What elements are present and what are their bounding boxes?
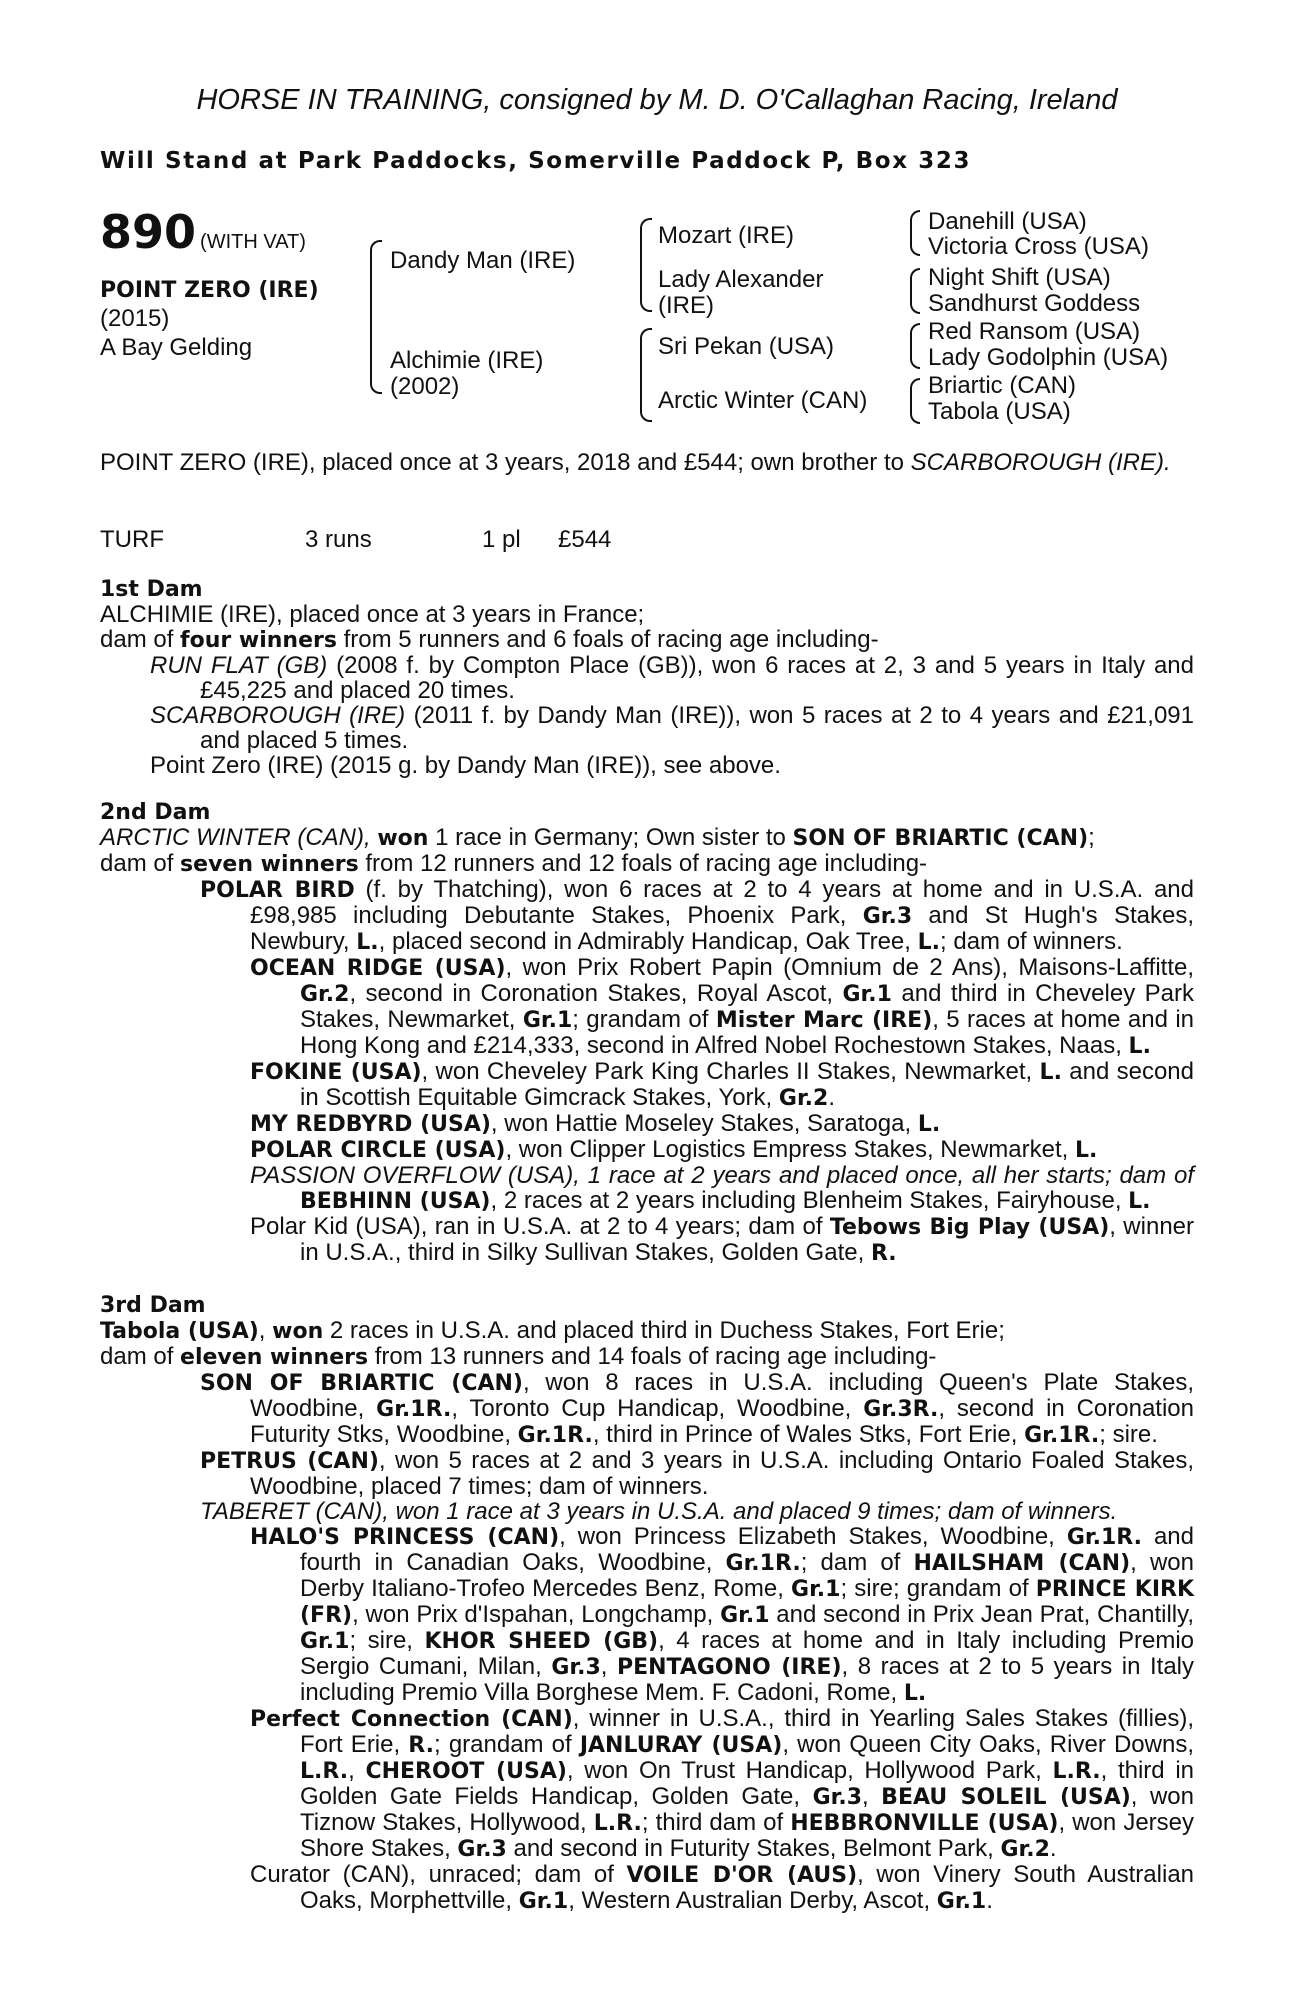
t: . (1049, 1835, 1057, 1862)
catalogue-header: HORSE IN TRAINING, consigned by M. D. O'Callaghan Racing, Ireland (196, 84, 1118, 116)
t: ; grandam of (572, 1006, 716, 1033)
second-dam-section (100, 825, 1194, 1266)
t: , winner in U.S.A., third in Yearling Sales Stakes (fillies), Fort Erie, (300, 1705, 1195, 1758)
t: , winner in U.S.A., third in Silky Sullivan Stakes, Golden Gate, (300, 1213, 1195, 1266)
t: R. (870, 1241, 897, 1266)
t: , second in Coronation Futurity Stks, Woodbine, (250, 1395, 1195, 1448)
t: , (862, 1783, 882, 1810)
offspring-petrus (100, 1448, 1194, 1499)
t: , 4 races at home and in Italy including Premio Sergio Cumani, Milan, (300, 1627, 1195, 1680)
dam-year: (2002) (390, 373, 460, 400)
offspring-polar-kid (100, 1214, 1194, 1266)
dam-name: ARCTIC WINTER (CAN), (100, 824, 378, 851)
third-dam-produce (100, 1344, 1194, 1370)
t: Gr.3 (457, 1837, 507, 1862)
offspring-son-of-briartic (100, 1370, 1194, 1448)
t: VOILE D'OR (AUS) (626, 1863, 858, 1888)
third-dam-heading: 3rd Dam (100, 1293, 206, 1318)
summary-brother: SCARBOROUGH (IRE). (910, 449, 1171, 476)
t: Gr.1R. (1066, 1525, 1142, 1550)
t: 2 races in U.S.A. and placed third in Duchess Stakes, Fort Erie; (323, 1317, 1005, 1344)
first-dam-section (100, 602, 1194, 778)
sibling-name: SON OF BRIARTIC (CAN) (792, 826, 1089, 851)
t: Tabola (USA) (100, 1319, 259, 1344)
vat-note: (WITH VAT) (200, 231, 306, 253)
foaling-year: (2015) (100, 305, 170, 332)
text: from 5 runners and 6 foals of racing age including- (336, 626, 879, 653)
offspring-name: RUN FLAT (GB) (150, 652, 328, 679)
offspring-record: (2011 f. by Dandy Man (IRE)), won 5 races at 2 to 4 years and £21,091 and placed 5 times. (200, 702, 1194, 754)
t: , won Jersey Shore Stakes, (300, 1809, 1194, 1862)
text: from 12 runners and 12 foals of racing age including- (358, 850, 928, 877)
t: L.R. (593, 1811, 642, 1836)
t: PASSION OVERFLOW (USA), 1 race at 2 years and placed once, all her starts; dam of (250, 1162, 1194, 1189)
pedigree-bracket-2 (640, 218, 652, 312)
t: Perfect Connection (CAN) (250, 1707, 573, 1732)
offspring-1 (100, 653, 1194, 703)
sire-dam-line1: Lady Alexander (658, 266, 824, 293)
text: ; (1088, 824, 1095, 851)
t: L. (1039, 1060, 1062, 1085)
t: BEAU SOLEIL (USA) (881, 1785, 1131, 1810)
t: Gr.3 (551, 1655, 601, 1680)
winners-count: eleven winners (180, 1345, 369, 1370)
t: PENTAGONO (IRE) (616, 1655, 842, 1680)
t: , won Queen City Oaks, River Downs, (782, 1731, 1194, 1758)
t: and second in Scottish Equitable Gimcrack Stakes, York, (300, 1058, 1194, 1111)
t: BEBHINN (USA) (300, 1189, 491, 1214)
pedigree-bracket-6 (910, 323, 920, 369)
t: ; sire, (349, 1627, 425, 1654)
t: , won On Trust Handicap, Hollywood Park, (566, 1757, 1053, 1784)
t: Gr.3R. (863, 1397, 939, 1422)
text: dam of (100, 850, 181, 877)
t: , won 5 races at 2 and 3 years in U.S.A. including Ontario Foaled Stakes, Woodbine, placed 7 times; dam of winners. (250, 1447, 1194, 1500)
race-record-surface: TURF (100, 526, 164, 553)
t: Gr.2 (300, 982, 350, 1007)
t: and second in Futurity Stakes, Belmont Park, (506, 1835, 1001, 1862)
t: L. (1128, 1034, 1151, 1059)
t: , 5 races at home and in Hong Kong and £214,333, second in Alfred Nobel Rochestown Stakes, Naas, (300, 1006, 1195, 1059)
t: FOKINE (USA) (250, 1060, 422, 1085)
t: Gr.1R. (725, 1551, 801, 1576)
t: CHEROOT (USA) (365, 1759, 567, 1784)
t: , (348, 1757, 366, 1784)
t: L. (903, 1681, 927, 1706)
second-dam-line (100, 825, 1194, 851)
t: , (600, 1653, 617, 1680)
t: Gr.2 (778, 1086, 829, 1111)
horse-summary (100, 450, 1244, 475)
t: , third in Golden Gate Fields Handicap, Golden Gate, (300, 1757, 1194, 1810)
offspring-perfect-connection (100, 1706, 1194, 1862)
t: L.R. (300, 1759, 349, 1784)
offspring-name: SCARBOROUGH (IRE) (150, 702, 406, 729)
t: , won Tiznow Stakes, Hollywood, (300, 1783, 1194, 1836)
offspring-taberet: TABERET (CAN), won 1 race at 3 years in U.S.A. and placed 9 times; dam of winners. (200, 1498, 1118, 1525)
first-dam-produce (100, 627, 1194, 653)
grandsire-1: Danehill (USA) (928, 208, 1087, 235)
granddam-6: Lady Godolphin (USA) (928, 344, 1169, 371)
t: Gr.3 (812, 1785, 862, 1810)
t: Gr.1 (522, 1008, 573, 1033)
t: , second in Coronation Stakes, Royal Ascot, (349, 980, 843, 1007)
t: HAILSHAM (CAN) (913, 1551, 1131, 1576)
race-record-earnings: £544 (558, 526, 612, 553)
t: dam of (100, 1343, 181, 1370)
t: Gr.1 (300, 1629, 350, 1654)
offspring-2 (100, 703, 1194, 753)
horse-description: A Bay Gelding (100, 334, 253, 361)
stand-location: Will Stand at Park Paddocks, Somerville Paddock P, Box 323 (100, 148, 972, 174)
grandsire-7: Briartic (CAN) (928, 372, 1076, 399)
pedigree-bracket-3 (640, 328, 652, 422)
lot-number: 890 (100, 205, 197, 259)
t: won (272, 1319, 324, 1344)
t: HALO'S PRINCESS (CAN) (250, 1525, 560, 1550)
t: ; grandam of (434, 1731, 580, 1758)
dam-name: Alchimie (IRE) (390, 347, 544, 374)
t: and third in Cheveley Park Stakes, Newmarket, (300, 980, 1194, 1033)
t: ; third dam of (641, 1809, 791, 1836)
t: ; sire. (1099, 1421, 1158, 1448)
granddam-4: Sandhurst Goddess (928, 290, 1141, 317)
granddam-2: Victoria Cross (USA) (928, 233, 1149, 260)
text: dam of (100, 626, 181, 653)
granddam-8: Tabola (USA) (928, 398, 1071, 425)
t: , won Cheveley Park King Charles II Stakes, Newmarket, (421, 1058, 1040, 1085)
text: won (377, 826, 429, 851)
third-dam-line (100, 1318, 1194, 1344)
pedigree-bracket-1 (370, 240, 382, 394)
t: , won Prix d'Ispahan, Longchamp, (352, 1601, 721, 1628)
t: L. (917, 930, 941, 955)
horse-name: POINT ZERO (IRE) (100, 278, 319, 303)
winners-count: four winners (180, 628, 337, 653)
t: , won Clipper Logistics Empress Stakes, Newmarket, (505, 1136, 1075, 1163)
t: Gr.1R. (517, 1423, 593, 1448)
first-dam-line: ALCHIMIE (IRE), placed once at 3 years in France; (100, 601, 645, 628)
t: and fourth in Canadian Oaks, Woodbine, (300, 1523, 1194, 1576)
sire-sire: Mozart (IRE) (658, 222, 795, 249)
t: , (258, 1317, 273, 1344)
t: Gr.3 (862, 904, 913, 929)
t: L.R. (1052, 1759, 1101, 1784)
t: , placed second in Admirably Handicap, Oak Tree, (378, 928, 918, 955)
grandsire-5: Red Ransom (USA) (928, 318, 1141, 345)
t: , won Derby Italiano-Trofeo Mercedes Benz, Rome, (300, 1549, 1194, 1602)
t: Gr.1R. (376, 1397, 452, 1422)
offspring-passion-overflow (100, 1163, 1194, 1214)
lot-number-block (100, 205, 306, 259)
t: Gr.1R. (1024, 1423, 1100, 1448)
pedigree-bracket-4 (910, 210, 920, 256)
offspring-curator (100, 1862, 1194, 1914)
t: MY REDBYRD (USA) (250, 1112, 491, 1137)
offspring-3: Point Zero (IRE) (2015 g. by Dandy Man (IRE)), see above. (150, 752, 781, 779)
pedigree-bracket-5 (910, 268, 920, 314)
dam-sire: Sri Pekan (USA) (658, 333, 835, 360)
t: Polar Kid (USA), ran in U.S.A. at 2 to 4 years; dam of (250, 1213, 830, 1240)
t: , won Vinery South Australian Oaks, Morphettville, (300, 1861, 1195, 1914)
t: L. (1074, 1138, 1098, 1163)
dam-dam: Arctic Winter (CAN) (658, 387, 868, 414)
race-record-runs: 3 runs (305, 526, 372, 553)
t: HEBBRONVILLE (USA) (790, 1811, 1059, 1836)
t: , third in Prince of Wales Stks, Fort Erie, (592, 1421, 1025, 1448)
t: Gr.1 (518, 1889, 569, 1914)
t: Gr.1 (936, 1889, 987, 1914)
t: KHOR SHEED (GB) (424, 1629, 659, 1654)
offspring-record: (2008 f. by Compton Place (GB)), won 6 races at 2, 3 and 5 years in Italy and £45,225 and placed 20 times. (200, 652, 1194, 704)
t: POLAR CIRCLE (USA) (250, 1138, 506, 1163)
t: and second in Prix Jean Prat, Chantilly, (769, 1601, 1194, 1628)
summary-text: POINT ZERO (IRE), placed once at 3 years, 2018 and £544; own brother to (100, 449, 911, 476)
grandsire-3: Night Shift (USA) (928, 264, 1111, 291)
t: ; dam of (800, 1549, 914, 1576)
second-dam-produce (100, 851, 1194, 877)
t: L. (917, 1112, 941, 1137)
t: Gr.1 (791, 1577, 841, 1602)
t: PETRUS (CAN) (200, 1449, 379, 1474)
race-record-placed: 1 pl (482, 526, 521, 553)
t: L. (1128, 1189, 1151, 1214)
offspring-polar-circle (100, 1137, 1194, 1163)
t: POLAR BIRD (200, 878, 355, 903)
second-dam-heading: 2nd Dam (100, 800, 211, 825)
t: , won Princess Elizabeth Stakes, Woodbine, (559, 1523, 1067, 1550)
third-dam-section (100, 1318, 1194, 1914)
t: ; sire; grandam of (840, 1575, 1036, 1602)
t: Gr.1 (842, 982, 892, 1007)
t: Tebows Big Play (USA) (829, 1215, 1110, 1240)
t: , won Hattie Moseley Stakes, Saratoga, (490, 1110, 918, 1137)
t: Gr.2 (1000, 1837, 1050, 1862)
t: , won 8 races in U.S.A. including Queen's Plate Stakes, Woodbine, (250, 1369, 1195, 1422)
t: Mister Marc (IRE) (715, 1008, 933, 1033)
t: . (986, 1887, 993, 1914)
t: JANLURAY (USA) (579, 1733, 783, 1758)
sire-name: Dandy Man (IRE) (390, 247, 576, 274)
t: , Western Australian Derby, Ascot, (568, 1887, 937, 1914)
offspring-my-redbyrd (100, 1111, 1194, 1137)
t: , 2 races at 2 years including Blenheim Stakes, Fairyhouse, (490, 1187, 1129, 1214)
pedigree-bracket-7 (910, 378, 920, 424)
t: . (828, 1084, 835, 1111)
t: L. (356, 930, 379, 955)
t: (f. by Thatching), won 6 races at 2 to 4 years at home and in U.S.A. and £98,985 including Debutante Stakes, Phoenix Park, (250, 876, 1194, 929)
t: SON OF BRIARTIC (CAN) (200, 1371, 523, 1396)
t: , won Prix Robert Papin (Omnium de 2 Ans), Maisons-Laffitte, (505, 954, 1194, 981)
t: OCEAN RIDGE (USA) (250, 956, 506, 981)
offspring-halos-princess (100, 1524, 1194, 1706)
t: from 13 runners and 14 foals of racing age including- (368, 1343, 937, 1370)
offspring-polar-bird (100, 877, 1194, 955)
offspring-fokine (100, 1059, 1194, 1111)
t: PRINCE KIRK (FR) (300, 1577, 1194, 1628)
t: ; dam of winners. (940, 928, 1123, 955)
t: , Toronto Cup Handicap, Woodbine, (451, 1395, 864, 1422)
winners-count: seven winners (180, 852, 359, 877)
t: R. (408, 1733, 435, 1758)
t: and St Hugh's Stakes, Newbury, (250, 902, 1194, 955)
first-dam-heading: 1st Dam (100, 577, 203, 602)
t: Curator (CAN), unraced; dam of (250, 1861, 627, 1888)
sire-dam-line2: (IRE) (658, 292, 714, 319)
text: 1 race in Germany; Own sister to (428, 824, 793, 851)
t: Gr.1 (720, 1603, 770, 1628)
t: , 8 races at 2 to 5 years in Italy including Premio Villa Borghese Mem. F. Cadoni, Rome, (300, 1653, 1195, 1706)
offspring-ocean-ridge (100, 955, 1194, 1059)
